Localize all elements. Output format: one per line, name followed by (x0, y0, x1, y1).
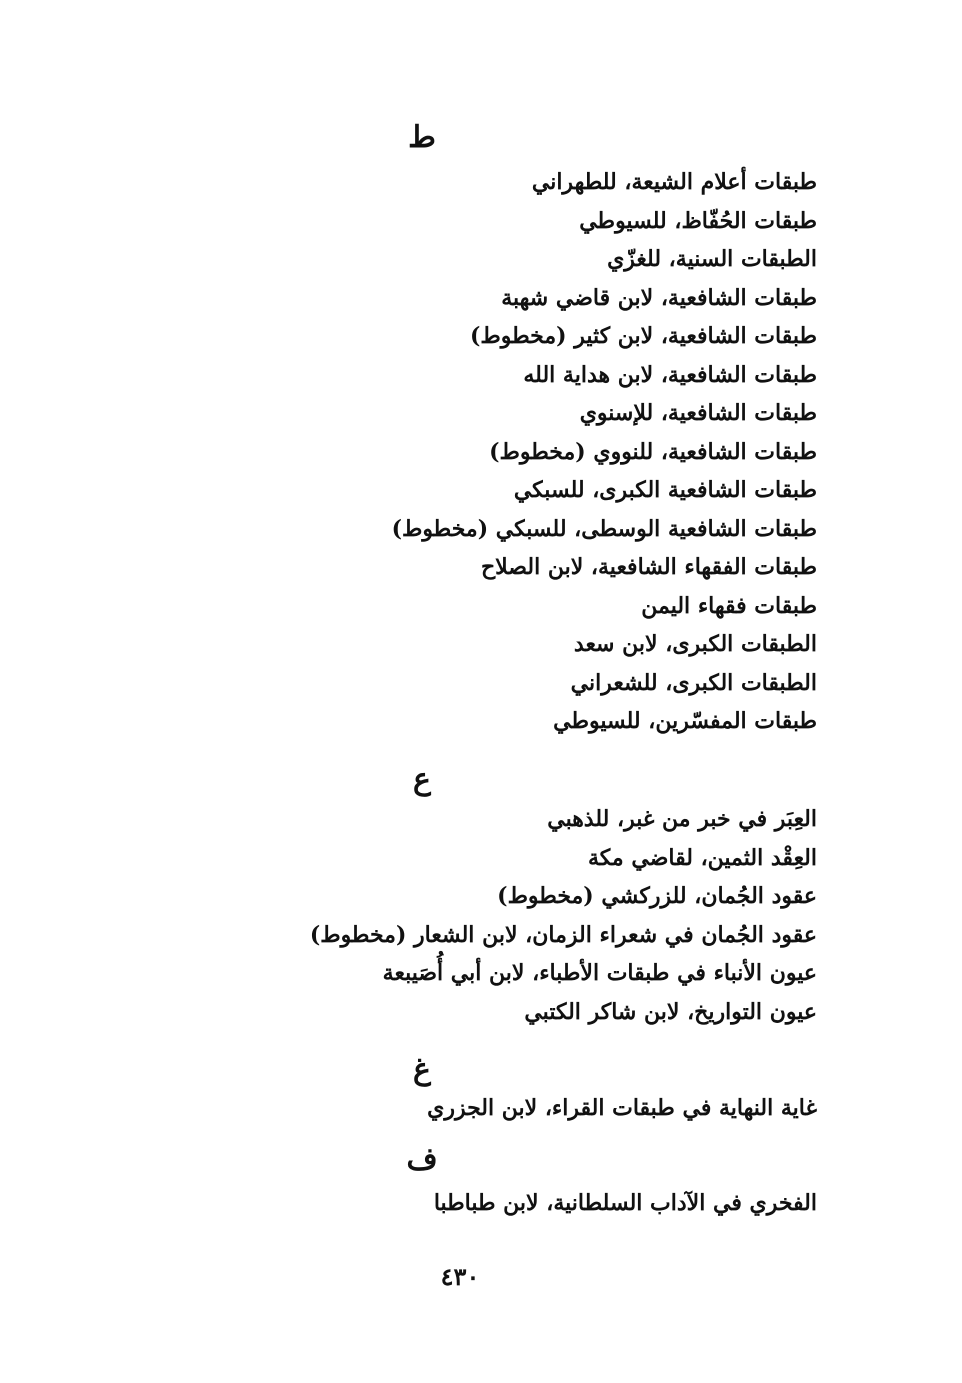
section-list-ain (310, 800, 817, 1031)
list-item: عيون التواريخ، لابن شاكر الكتبي (524, 998, 817, 1025)
list-item: طبقات الشافعية، للنووي (مخطوط) (489, 438, 817, 465)
list-item: طبقات أعلام الشيعة، للطهراني (531, 169, 817, 195)
list-item: الطبقات الكبرى، للشعراني (570, 669, 817, 696)
list-item: طبقات فقهاء اليمن (641, 592, 817, 619)
list-item: طبقات المفسّرين، للسيوطي (553, 708, 817, 734)
list-item: العِبَر في خبر من غبر، للذهبي (547, 806, 817, 832)
section-list-fa (434, 1184, 817, 1223)
list-item: طبقات الحُفّاظ، للسيوطي (579, 207, 817, 234)
section-letter-fa: ف (406, 1142, 438, 1177)
section-letter-ghain: غ (413, 1052, 431, 1087)
list-item: الطبقات السنية، للغزّي (607, 246, 817, 272)
list-item: عيون الأنباء في طبقات الأطباء، لابن أبي أُصَيبعة (382, 960, 817, 986)
section-list-ta (392, 163, 817, 741)
section-letter-ain: ع (413, 762, 431, 797)
list-item: الطبقات الكبرى، لابن سعد (573, 631, 817, 657)
list-item: غاية النهاية في طبقات القراء، لابن الجزري (427, 1095, 817, 1121)
list-item: عقود الجُمان، للزركشي (مخطوط) (497, 883, 817, 909)
section-list-ghain (427, 1089, 817, 1128)
list-item: طبقات الشافعية الكبرى، للسبكي (513, 477, 817, 503)
list-item: العِقْد الثمين، لقاضي مكة (587, 844, 817, 871)
list-item: طبقات الشافعية، لابن كثير (مخطوط) (469, 323, 817, 349)
list-item: طبقات الشافعية، لابن هداية الله (523, 361, 817, 388)
list-item: طبقات الشافعية، لابن قاضي شهبة (501, 284, 817, 311)
list-item: طبقات الشافعية، للإسنوي (579, 400, 817, 426)
list-item: الفخري في الآداب السلطانية، لابن طباطبا (433, 1190, 817, 1216)
list-item: طبقات الفقهاء الشافعية، لابن الصلاح (480, 554, 817, 580)
section-letter-ta: ط (408, 120, 436, 155)
list-item: عقود الجُمان في شعراء الزمان، لابن الشعار (مخطوط) (309, 921, 817, 948)
list-item: طبقات الشافعية الوسطى، للسبكي (مخطوط) (391, 515, 817, 542)
page-number: ٤٣٠ (440, 1262, 480, 1291)
